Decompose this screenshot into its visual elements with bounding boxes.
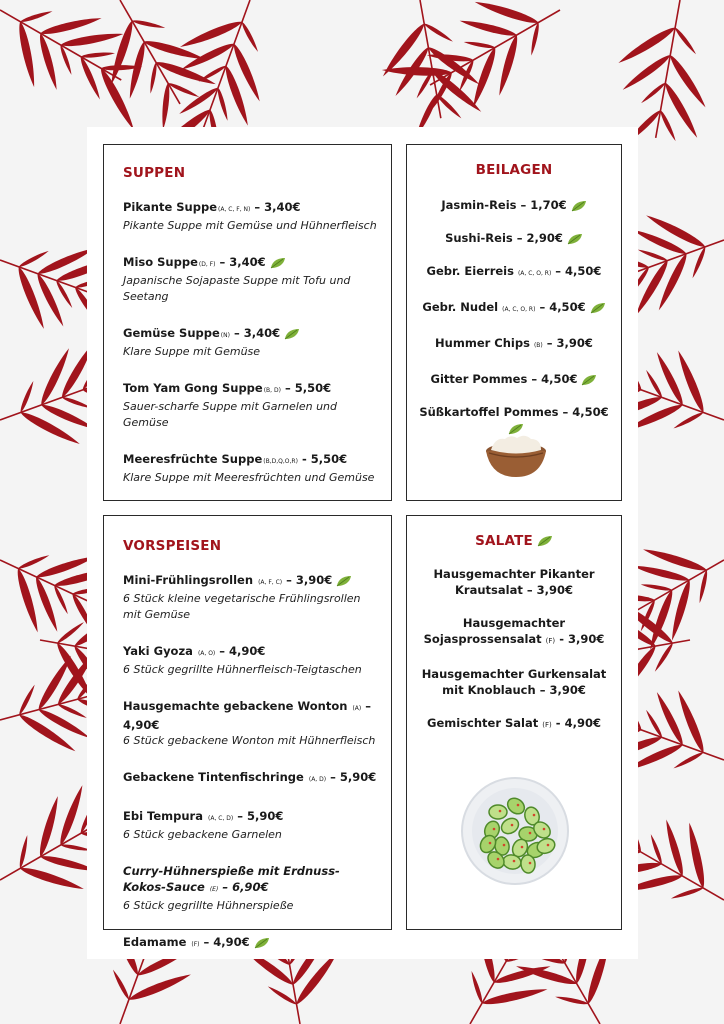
item-price: – 5,90€ — [330, 770, 377, 784]
item-allergens: (B) — [533, 342, 543, 349]
menu-item — [123, 863, 379, 914]
item-allergens: (A, C, D) — [208, 815, 234, 822]
item-price: – 3,40€ — [219, 255, 266, 269]
item-price: - 3,90€ — [559, 632, 605, 646]
item-allergens: (A, C, F, N) — [218, 206, 251, 213]
suppen-title: SUPPEN — [123, 165, 186, 181]
menu-item — [123, 643, 379, 678]
item-allergens: (N) — [220, 332, 230, 339]
menu-item — [123, 380, 377, 431]
item-heading — [123, 643, 379, 662]
item-name: Meeresfrüchte Suppe — [123, 452, 263, 466]
menu-item — [415, 666, 613, 698]
item-heading — [123, 863, 379, 898]
item-heading — [123, 380, 377, 399]
item-name: Hummer Chips — [435, 336, 530, 350]
item-price: – 4,50€ — [562, 405, 609, 419]
suppen-section — [103, 144, 392, 501]
menu-item — [123, 572, 379, 623]
item-allergens: (B, D) — [263, 387, 281, 394]
item-price: – 5,90€ — [237, 809, 284, 823]
vegan-leaf-icon — [567, 233, 583, 245]
vegan-leaf-icon — [590, 302, 606, 314]
item-heading — [123, 698, 379, 733]
item-price: – 3,90€ — [546, 336, 593, 350]
item-name: mit Knoblauch — [442, 683, 536, 697]
item-description: Sauer-scharfe Suppe mit Garnelen und Gemüse — [123, 400, 338, 429]
menu-item — [123, 698, 379, 749]
item-name: Krautsalat — [455, 583, 523, 597]
item-description: 6 Stück gebackene Garnelen — [123, 828, 282, 841]
item-name: Gemüse Suppe — [123, 326, 220, 340]
item-price: – 4,50€ — [539, 300, 586, 314]
item-allergens: (F) — [545, 637, 556, 645]
menu-item — [123, 451, 377, 486]
item-price: – 3,90€ — [286, 573, 333, 587]
rice-bowl-icon — [483, 433, 549, 479]
item-description: Pikante Suppe mit Gemüse und Hühnerfleisch — [123, 219, 377, 232]
menu-item — [123, 199, 377, 234]
vorspeisen-section — [103, 515, 392, 949]
menu-item — [415, 335, 613, 354]
menu-item — [123, 769, 379, 788]
item-description: 6 Stück gegrillte Hühnerfleisch-Teigtaschen — [123, 663, 362, 676]
item-allergens: (B,D,Q,O,R) — [263, 458, 298, 465]
vegan-leaf-icon — [336, 575, 352, 587]
beilagen-section — [406, 144, 622, 501]
item-name: Sushi-Reis — [445, 231, 513, 245]
item-description: Japanische Sojapaste Suppe mit Tofu und Seetang — [123, 274, 351, 303]
item-price: - 4,90€ — [555, 716, 601, 730]
menu-item — [415, 566, 613, 598]
item-allergens: (E) — [209, 886, 219, 893]
item-price: – 1,70€ — [520, 198, 567, 212]
item-name: Tom Yam Gong Suppe — [123, 381, 263, 395]
item-price: – 6,90€ — [222, 880, 269, 894]
item-name: Gebr. Eierreis — [426, 264, 514, 278]
item-allergens: (F) — [542, 721, 552, 729]
item-price: – 4,50€ — [531, 372, 578, 386]
item-name-line1: Hausgemachter Pikanter — [433, 567, 595, 581]
beilagen-title: BEILAGEN — [475, 162, 553, 178]
item-price: – 4,90€ — [123, 699, 371, 732]
vegan-leaf-icon — [537, 535, 553, 547]
item-name-line2 — [415, 682, 613, 698]
item-heading — [123, 572, 379, 591]
item-description: Klare Suppe mit Meeresfrüchten und Gemüse — [123, 471, 375, 484]
vegan-leaf-icon — [571, 200, 587, 212]
item-heading — [123, 808, 379, 827]
item-price: – 4,90€ — [219, 644, 266, 658]
item-allergens: (F) — [191, 941, 200, 948]
menu-item — [415, 197, 613, 213]
item-name: Curry-Hühnerspieße mit Erdnuss-Kokos-Sauce — [123, 864, 340, 894]
vorspeisen-title: VORSPEISEN — [123, 538, 222, 554]
item-heading — [123, 769, 379, 788]
item-heading — [123, 934, 379, 953]
item-name: Gebr. Nudel — [422, 300, 499, 314]
item-name: Edamame — [123, 935, 187, 949]
item-name: Süßkartoffel Pommes — [419, 405, 559, 419]
cucumber-salad-icon — [458, 774, 572, 888]
menu-item — [415, 404, 613, 436]
item-name: Yaki Gyoza — [123, 644, 193, 658]
menu-item — [415, 371, 613, 387]
menu-item — [415, 230, 613, 246]
item-price: – 3,40€ — [254, 200, 301, 214]
item-allergens: (A, C, O, R) — [502, 306, 536, 313]
item-allergens: (A, C, O, R) — [517, 270, 552, 277]
vegan-leaf-icon — [284, 328, 300, 340]
item-description: 6 Stück gebackene Wonton mit Hühnerfleisch — [123, 734, 376, 747]
item-allergens: (A, D) — [308, 776, 327, 783]
item-name-line1: Hausgemachter — [462, 616, 566, 630]
item-name-line1: Hausgemachter Gurkensalat — [421, 667, 607, 681]
item-name: Gemischter Salat — [427, 716, 539, 730]
vegan-leaf-icon — [581, 374, 597, 386]
item-price: – 4,50€ — [555, 264, 602, 278]
item-price: – 3,40€ — [233, 326, 281, 340]
item-allergens: (A, F, C) — [258, 579, 283, 586]
item-name-line2 — [415, 631, 613, 649]
item-name-line2 — [415, 715, 613, 733]
item-allergens: (A) — [352, 705, 362, 712]
item-description: 6 Stück kleine vegetarische Frühlingsrollen mit Gemüse — [123, 592, 361, 621]
menu-item — [123, 808, 379, 843]
item-name: Mini-Frühlingsrollen — [123, 573, 254, 587]
item-price: – 2,90€ — [516, 231, 563, 245]
salate-title: SALATE — [415, 533, 613, 549]
menu-item — [415, 263, 613, 282]
item-heading — [123, 254, 377, 273]
item-price: – 3,90€ — [526, 583, 573, 597]
item-heading — [123, 451, 377, 470]
item-price: – 3,90€ — [539, 683, 586, 697]
menu-item — [415, 715, 613, 733]
item-allergens: (A, O) — [197, 650, 216, 657]
item-heading — [123, 199, 377, 218]
item-allergens: (D, F) — [198, 261, 216, 268]
menu-item — [415, 299, 613, 318]
menu-item — [415, 615, 613, 649]
item-price: – 5,50€ — [284, 381, 332, 395]
item-name: Ebi Tempura — [123, 809, 203, 823]
item-name-line2 — [415, 582, 613, 598]
item-name: Miso Suppe — [123, 255, 198, 269]
item-name: Pikante Suppe — [123, 200, 217, 214]
item-name: Gebackene Tintenfischringe — [123, 770, 304, 784]
menu-item — [123, 325, 377, 360]
item-description: 6 Stück gegrillte Hühnerspieße — [123, 899, 294, 912]
item-name: Sojasprossensalat — [423, 632, 542, 646]
item-heading — [123, 325, 377, 344]
item-price: – 4,90€ — [203, 935, 250, 949]
salate-section — [406, 515, 622, 930]
item-description: Klare Suppe mit Gemüse — [123, 345, 261, 358]
menu-item — [123, 254, 377, 305]
menu-item — [123, 934, 379, 953]
vegan-leaf-icon — [254, 937, 270, 949]
item-price: - 5,50€ — [301, 452, 348, 466]
item-name: Jasmin-Reis — [441, 198, 517, 212]
vegan-leaf-icon — [270, 257, 286, 269]
item-name: Gitter Pommes — [430, 372, 528, 386]
item-name: Hausgemachte gebackene Wonton — [123, 699, 348, 713]
